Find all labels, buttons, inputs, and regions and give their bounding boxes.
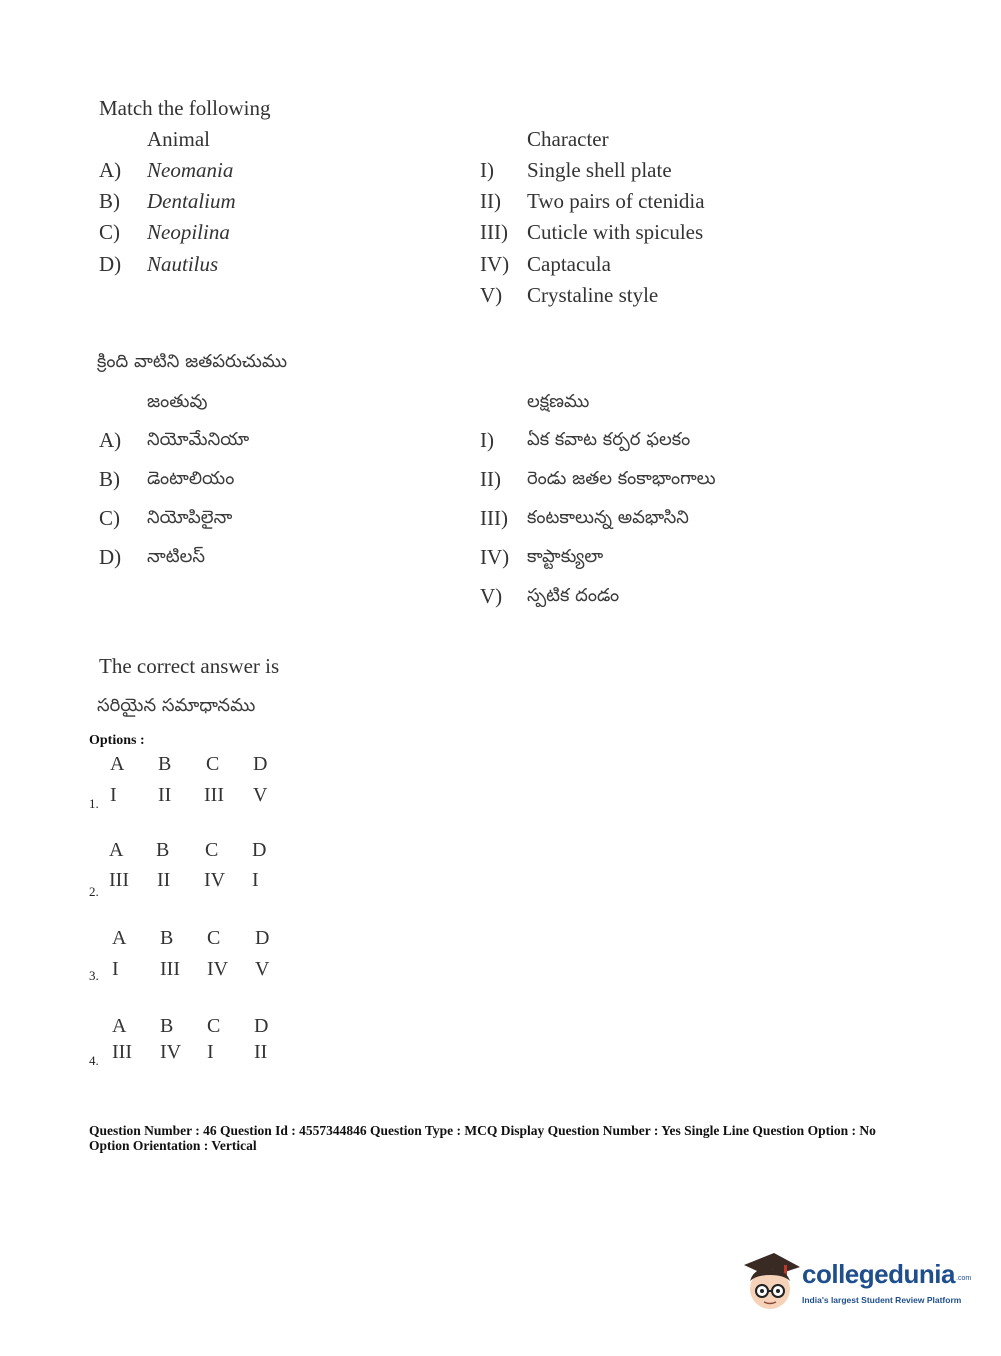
option-value: V xyxy=(253,784,268,806)
animal-column-header: Animal xyxy=(147,127,210,151)
logo-tagline: India's largest Student Review Platform xyxy=(802,1295,962,1305)
telugu-animal-label: C) xyxy=(99,506,120,530)
option-letter: A xyxy=(109,839,124,861)
telugu-animal-label: B) xyxy=(99,467,120,491)
character-text: Single shell plate xyxy=(527,158,672,182)
option-number: 1. xyxy=(89,796,99,811)
question-metadata: Question Number : 46 Question Id : 4557344846 Question Type : MCQ Display Question Number : Yes Single Line Question Option : No Option Orientation : Vertical xyxy=(89,1123,876,1153)
option-number: 2. xyxy=(89,884,99,899)
telugu-character-text: రెండు జతల కంకాభాంగాలు xyxy=(527,468,716,489)
telugu-animal-name: నాటిలస్ xyxy=(147,546,205,567)
telugu-animal-name: నియోమేనియా xyxy=(147,429,250,450)
logo-suffix: .com xyxy=(956,1275,972,1282)
logo-wordmark: collegedunia xyxy=(802,1259,955,1289)
question-heading: Match the following xyxy=(99,96,271,120)
character-text: Two pairs of ctenidia xyxy=(527,189,705,213)
option-value: IV xyxy=(207,958,229,980)
mascot-icon xyxy=(740,1247,802,1313)
character-label: III) xyxy=(480,220,508,244)
option-value: I xyxy=(110,784,117,806)
telugu-character-text: కాప్టాక్యులా xyxy=(527,546,604,567)
option-letter: C xyxy=(206,753,220,775)
animal-name: Neopilina xyxy=(147,220,230,244)
telugu-character-text: స్పటిక దండం xyxy=(527,585,620,606)
animal-label: C) xyxy=(99,220,120,244)
option-letter: A xyxy=(110,753,125,775)
option-letter: D xyxy=(253,753,268,775)
character-label: V) xyxy=(480,283,503,307)
telugu-animal-label: A) xyxy=(99,428,122,452)
character-text: Cuticle with spicules xyxy=(527,220,704,244)
option-number: 4. xyxy=(89,1053,99,1068)
animal-label: D) xyxy=(99,252,122,276)
character-label: II) xyxy=(480,189,501,213)
animal-name: Dentalium xyxy=(147,189,236,213)
telugu-character-text: ఏక కవాట కర్పర ఫలకం xyxy=(527,429,691,450)
option-value: V xyxy=(255,958,270,980)
option-letter: B xyxy=(156,839,170,861)
answer-prompt: The correct answer is xyxy=(99,654,280,678)
option-number: 3. xyxy=(89,968,99,983)
telugu-character-label: V) xyxy=(480,584,503,608)
option-letter: C xyxy=(205,839,219,861)
telugu-animal-label: D) xyxy=(99,545,122,569)
option-letter: B xyxy=(160,927,174,949)
option-value: IV xyxy=(204,869,226,891)
option-value: IV xyxy=(160,1041,182,1063)
telugu-character-header: లక్షణము xyxy=(527,391,590,412)
collegedunia-logo[interactable] xyxy=(740,1247,970,1317)
character-text: Captacula xyxy=(527,252,611,276)
animal-label: B) xyxy=(99,189,120,213)
telugu-character-label: II) xyxy=(480,467,501,491)
telugu-character-label: IV) xyxy=(480,545,510,569)
option-value: II xyxy=(254,1041,268,1063)
option-value: I xyxy=(112,958,119,980)
option-letter: A xyxy=(112,1015,127,1037)
telugu-heading: క్రింది వాటిని జతపరుచుము xyxy=(97,351,288,372)
option-letter: A xyxy=(112,927,127,949)
option-value: I xyxy=(252,869,259,891)
options-label: Options : xyxy=(89,733,145,748)
option-value: I xyxy=(207,1041,214,1063)
option-value: II xyxy=(157,869,171,891)
character-text: Crystaline style xyxy=(527,283,659,307)
answer-prompt-telugu: సరియైన సమాధానము xyxy=(97,695,256,716)
option-value: II xyxy=(158,784,172,806)
character-column-header: Character xyxy=(527,127,609,151)
telugu-character-text: కంటకాలున్న అవభాసిని xyxy=(527,507,689,528)
telugu-animal-name: డెంటాలియం xyxy=(147,468,235,489)
option-letter: D xyxy=(254,1015,269,1037)
animal-name: Nautilus xyxy=(147,252,219,276)
option-letter: B xyxy=(158,753,172,775)
telugu-animal-header: జంతువు xyxy=(147,391,208,412)
telugu-character-label: I) xyxy=(480,428,494,452)
telugu-animal-name: నియోపిలైనా xyxy=(147,507,233,528)
option-value: III xyxy=(109,869,129,891)
option-letter: C xyxy=(207,1015,221,1037)
option-value: III xyxy=(112,1041,132,1063)
character-label: IV) xyxy=(480,252,510,276)
option-letter: D xyxy=(255,927,270,949)
option-letter: C xyxy=(207,927,221,949)
character-label: I) xyxy=(480,158,494,182)
animal-label: A) xyxy=(99,158,122,182)
option-letter: B xyxy=(160,1015,174,1037)
animal-name: Neomania xyxy=(147,158,234,182)
option-value: III xyxy=(160,958,180,980)
option-value: III xyxy=(204,784,224,806)
option-letter: D xyxy=(252,839,267,861)
telugu-character-label: III) xyxy=(480,506,508,530)
